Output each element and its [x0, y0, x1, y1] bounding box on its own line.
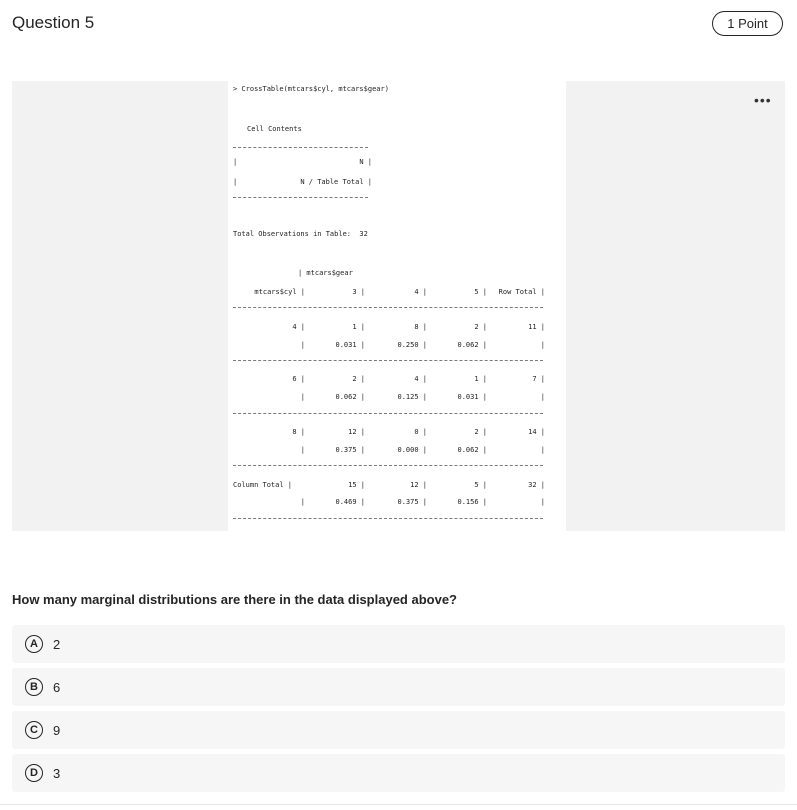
- cell-proportion: 0.125 |: [397, 393, 427, 401]
- option-letter-badge: B: [25, 678, 43, 696]
- column-total: 15 |: [348, 481, 365, 489]
- row-label-cyl-8: 8 |: [292, 428, 305, 436]
- row-total: 7 |: [532, 375, 545, 383]
- crosstable-image: [228, 81, 566, 531]
- column-total: 12 |: [410, 481, 427, 489]
- cell-count: 8 |: [414, 323, 427, 331]
- cell-proportion: 0.375 |: [335, 446, 365, 454]
- cell-count: 2 |: [474, 323, 487, 331]
- row-divider: [233, 413, 543, 414]
- points-badge: 1 Point: [712, 11, 783, 36]
- cell-proportion: 0.062 |: [457, 446, 487, 454]
- question-title: Question 5: [12, 13, 95, 32]
- cell-count: 1 |: [474, 375, 487, 383]
- row-bar: |: [540, 498, 545, 506]
- header-gear-3: 3 |: [352, 288, 365, 296]
- option-letter-badge: A: [25, 635, 43, 653]
- legend-bar-left-2: |: [233, 178, 238, 186]
- cell-proportion: 0.000 |: [397, 446, 427, 454]
- option-text: 9: [53, 722, 61, 738]
- option-c[interactable]: [12, 711, 785, 749]
- row-label-cyl-6: 6 |: [292, 375, 305, 383]
- option-d[interactable]: [12, 754, 785, 792]
- row-bar: |: [300, 393, 305, 401]
- header-gear-5: 5 |: [474, 288, 487, 296]
- column-proportion: 0.156 |: [457, 498, 487, 506]
- cell-proportion: 0.031 |: [335, 341, 365, 349]
- cell-count: 0 |: [414, 428, 427, 436]
- column-total-label: Column Total |: [233, 481, 293, 489]
- bottom-divider: [0, 804, 797, 805]
- row-bar: |: [300, 498, 305, 506]
- option-text: 3: [53, 765, 61, 781]
- cell-proportion: 0.062 |: [335, 393, 365, 401]
- option-b[interactable]: [12, 668, 785, 706]
- column-variable-label: | mtcars$gear: [298, 269, 353, 277]
- cell-contents-label: Cell Contents: [247, 125, 302, 133]
- grand-total: 32 |: [528, 481, 545, 489]
- header-gear-4: 4 |: [414, 288, 427, 296]
- row-total: 14 |: [528, 428, 545, 436]
- row-bar: |: [540, 446, 545, 454]
- cell-count: 12 |: [348, 428, 365, 436]
- option-text: 2: [53, 636, 61, 652]
- option-text: 6: [53, 679, 61, 695]
- legend-divider-bottom: [233, 197, 368, 198]
- row-bar: |: [300, 446, 305, 454]
- row-divider: [233, 465, 543, 466]
- header-divider: [233, 307, 543, 308]
- legend-bar-left-1: |: [233, 158, 238, 166]
- header-row-total: Row Total |: [498, 288, 545, 296]
- row-total: 11 |: [528, 323, 545, 331]
- option-letter-badge: C: [25, 721, 43, 739]
- more-options-icon[interactable]: •••: [754, 92, 772, 108]
- cell-count: 4 |: [414, 375, 427, 383]
- option-a[interactable]: [12, 625, 785, 663]
- column-proportion: 0.469 |: [335, 498, 365, 506]
- row-variable-label: mtcars$cyl |: [254, 288, 305, 296]
- row-divider: [233, 360, 543, 361]
- cell-count: 1 |: [352, 323, 365, 331]
- legend-n: N |: [359, 158, 372, 166]
- total-observations: Total Observations in Table: 32: [233, 230, 368, 238]
- legend-divider-top: [233, 147, 368, 148]
- row-bar: |: [540, 341, 545, 349]
- row-bar: |: [300, 341, 305, 349]
- cell-proportion: 0.031 |: [457, 393, 487, 401]
- cell-count: 2 |: [474, 428, 487, 436]
- row-label-cyl-4: 4 |: [292, 323, 305, 331]
- option-letter-badge: D: [25, 764, 43, 782]
- legend-table-total: N / Table Total |: [300, 178, 372, 186]
- cell-proportion: 0.250 |: [397, 341, 427, 349]
- table-bottom-divider: [233, 518, 543, 519]
- cell-count: 2 |: [352, 375, 365, 383]
- question-prompt: How many marginal distributions are there in the data displayed above?: [12, 592, 457, 607]
- column-proportion: 0.375 |: [397, 498, 427, 506]
- cell-proportion: 0.062 |: [457, 341, 487, 349]
- column-total: 5 |: [474, 481, 487, 489]
- r-command: > CrossTable(mtcars$cyl, mtcars$gear): [233, 85, 389, 93]
- row-bar: |: [540, 393, 545, 401]
